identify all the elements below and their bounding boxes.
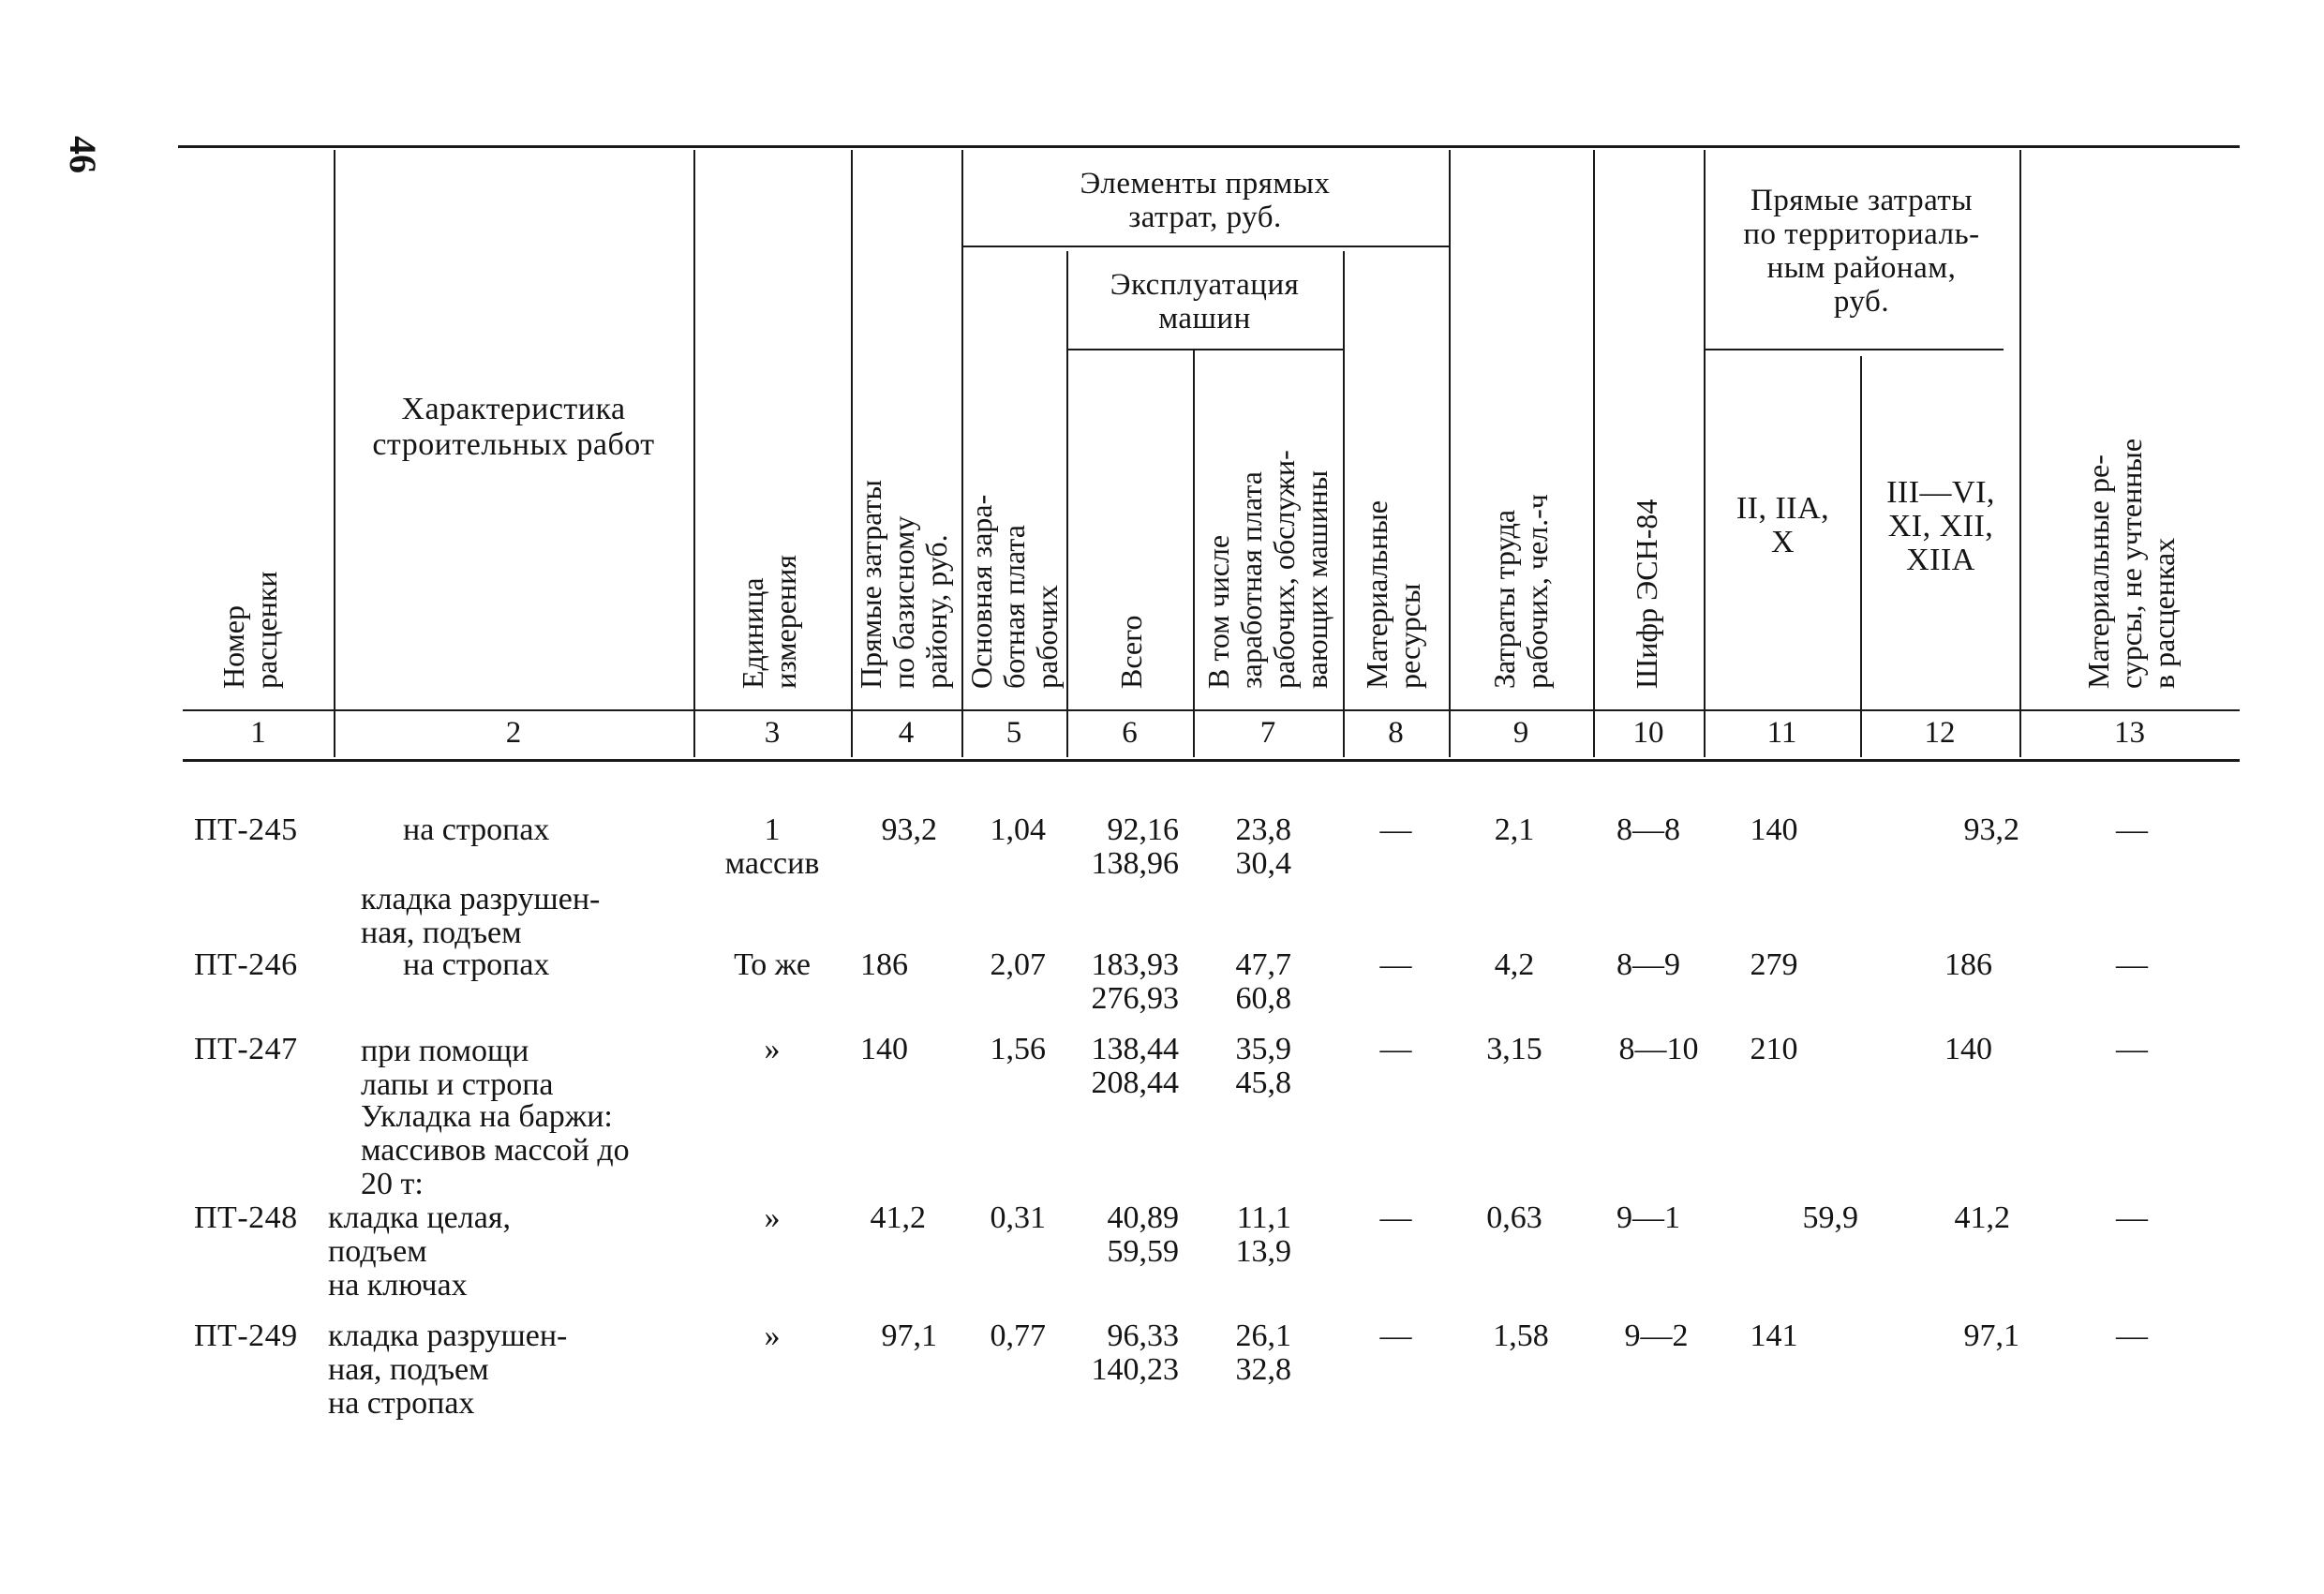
row-code: ПТ-249 <box>194 1318 298 1353</box>
row-unaccounted: — <box>2116 812 2148 847</box>
row-wage: 1,56 <box>990 1032 1046 1066</box>
row-materials: — <box>1379 1032 1412 1066</box>
row-labor: 1,58 <box>1493 1318 1549 1353</box>
row-territorial-1: 140 <box>1750 812 1798 847</box>
header-col11: II, IIA, X <box>1736 491 1830 559</box>
header-col5: Основная зара- ботная плата рабочих <box>964 494 1064 689</box>
row-wage: 0,77 <box>990 1318 1046 1353</box>
column-number-rule <box>183 709 2240 711</box>
row-esn-code: 8—10 <box>1618 1032 1699 1066</box>
col-number-3: 3 <box>764 716 781 750</box>
header-col2: Характеристика строительных работ <box>372 392 655 462</box>
col-number-1: 1 <box>250 716 266 750</box>
row-machine-total: 183,93 276,93 <box>1091 947 1179 1016</box>
row-wage: 0,31 <box>990 1200 1046 1235</box>
row-description-prefix: кладка разрушен- ная, подъем <box>361 882 601 950</box>
row-materials: — <box>1379 947 1412 982</box>
row-territorial-1: 210 <box>1750 1032 1798 1066</box>
row-labor: 4,2 <box>1494 947 1535 982</box>
col-number-2: 2 <box>505 716 522 750</box>
row-unit: То же <box>734 947 811 982</box>
header-col12: III—VI, XI, XII, XIIA <box>1886 475 1995 577</box>
header-col7: В том числе заработная плата рабочих, обслужи- вающих машины <box>1201 450 1333 689</box>
row-esn-code: 9—1 <box>1616 1200 1680 1235</box>
row-territorial-1: 279 <box>1750 947 1798 982</box>
row-direct-cost: 41,2 <box>870 1200 926 1235</box>
col-number-7: 7 <box>1259 716 1276 750</box>
row-machine-wage: 26,1 32,8 <box>1235 1318 1291 1387</box>
row-wage: 2,07 <box>990 947 1046 982</box>
col-number-6: 6 <box>1122 716 1138 750</box>
header-col1: Номер расценки <box>216 571 283 689</box>
col-divider-9 <box>1593 150 1595 757</box>
row-machine-total: 40,89 59,59 <box>1107 1200 1179 1269</box>
col-divider-8 <box>1449 150 1451 757</box>
col-number-5: 5 <box>1006 716 1022 750</box>
row-materials: — <box>1379 1318 1412 1353</box>
row-esn-code: 8—8 <box>1616 812 1680 847</box>
row-machine-wage: 35,9 45,8 <box>1235 1032 1291 1100</box>
col-divider-2 <box>693 150 695 757</box>
group-elements-underline <box>961 246 1449 247</box>
row-machine-total: 92,16 138,96 <box>1091 812 1179 881</box>
header-group-machines: Эксплуатация машин <box>1110 268 1300 335</box>
row-materials: — <box>1379 812 1412 847</box>
page-number: 46 <box>62 136 104 173</box>
col-number-4: 4 <box>898 716 915 750</box>
header-col3: Единица измерения <box>736 555 802 689</box>
header-col10: Шифр ЭСН-84 <box>1630 499 1663 689</box>
row-territorial-2: 93,2 <box>1963 812 2019 847</box>
col-number-10: 10 <box>1632 716 1664 750</box>
row-code: ПТ-247 <box>194 1032 298 1066</box>
header-bottom-rule <box>183 759 2240 762</box>
row-description: на стропах <box>403 812 550 847</box>
row-code: ПТ-245 <box>194 812 298 847</box>
row-territorial-1: 141 <box>1750 1318 1798 1353</box>
row-direct-cost: 93,2 <box>881 812 937 847</box>
row-description: кладка целая, подъем на ключах <box>328 1200 511 1303</box>
header-col6: Всего <box>1114 615 1148 689</box>
row-direct-cost: 97,1 <box>881 1318 937 1353</box>
row-wage: 1,04 <box>990 812 1046 847</box>
row-territorial-2: 41,2 <box>1954 1200 2010 1235</box>
row-direct-cost: 140 <box>860 1032 908 1066</box>
row-unaccounted: — <box>2116 947 2148 982</box>
row-unit: » <box>764 1200 781 1235</box>
col-divider-4 <box>961 150 963 757</box>
header-group-elements: Элементы прямых затрат, руб. <box>1080 167 1331 234</box>
row-description: кладка разрушен- ная, подъем на стропах <box>328 1318 568 1421</box>
row-description-prefix: Укладка на баржи: массивов массой до 20 т: <box>361 1099 630 1201</box>
row-machine-wage: 47,7 60,8 <box>1235 947 1291 1016</box>
group-territorial-underline <box>1704 349 2004 350</box>
row-description: на стропах <box>403 947 550 982</box>
row-territorial-2: 140 <box>1944 1032 1992 1066</box>
col-divider-3 <box>851 150 853 757</box>
col-number-13: 13 <box>2114 716 2145 750</box>
row-code: ПТ-248 <box>194 1200 298 1235</box>
header-col13: Материальные ре- сурсы, не учтенные в расценках <box>2081 438 2181 689</box>
row-unaccounted: — <box>2116 1318 2148 1353</box>
row-esn-code: 9—2 <box>1624 1318 1689 1353</box>
col-number-9: 9 <box>1512 716 1529 750</box>
row-machine-total: 96,33 140,23 <box>1091 1318 1179 1387</box>
row-unaccounted: — <box>2116 1200 2148 1235</box>
row-labor: 3,15 <box>1486 1032 1542 1066</box>
col-divider-6 <box>1193 349 1195 757</box>
header-group-territorial: Прямые затраты по территориаль- ным районам, руб. <box>1743 184 1980 319</box>
row-labor: 2,1 <box>1494 812 1535 847</box>
row-territorial-1: 59,9 <box>1802 1200 1858 1235</box>
row-direct-cost: 186 <box>860 947 908 982</box>
header-col4: Прямые затраты по базисному району, руб. <box>854 479 953 689</box>
row-territorial-2: 97,1 <box>1963 1318 2019 1353</box>
group-machines-underline <box>1066 349 1343 350</box>
col-number-8: 8 <box>1388 716 1404 750</box>
row-labor: 0,63 <box>1486 1200 1542 1235</box>
row-unit: » <box>764 1032 781 1066</box>
header-col9: Затраты труда рабочих, чел.-ч <box>1487 494 1554 689</box>
header-col8: Материальные ресурсы <box>1360 499 1426 689</box>
col-divider-7 <box>1343 251 1345 757</box>
row-territorial-2: 186 <box>1944 947 1992 982</box>
col-divider-12 <box>2019 150 2021 757</box>
row-unit: » <box>764 1318 781 1353</box>
col-number-12: 12 <box>1924 716 1956 750</box>
row-machine-total: 138,44 208,44 <box>1091 1032 1179 1100</box>
table-top-rule <box>178 145 2240 148</box>
row-description: при помощи лапы и стропа <box>361 1034 554 1102</box>
row-unaccounted: — <box>2116 1032 2148 1066</box>
row-materials: — <box>1379 1200 1412 1235</box>
row-esn-code: 8—9 <box>1616 947 1680 982</box>
row-code: ПТ-246 <box>194 947 298 982</box>
row-machine-wage: 23,8 30,4 <box>1235 812 1291 881</box>
row-machine-wage: 11,1 13,9 <box>1235 1200 1291 1269</box>
row-unit: 1 массив <box>724 812 820 881</box>
col-number-11: 11 <box>1766 716 1797 750</box>
